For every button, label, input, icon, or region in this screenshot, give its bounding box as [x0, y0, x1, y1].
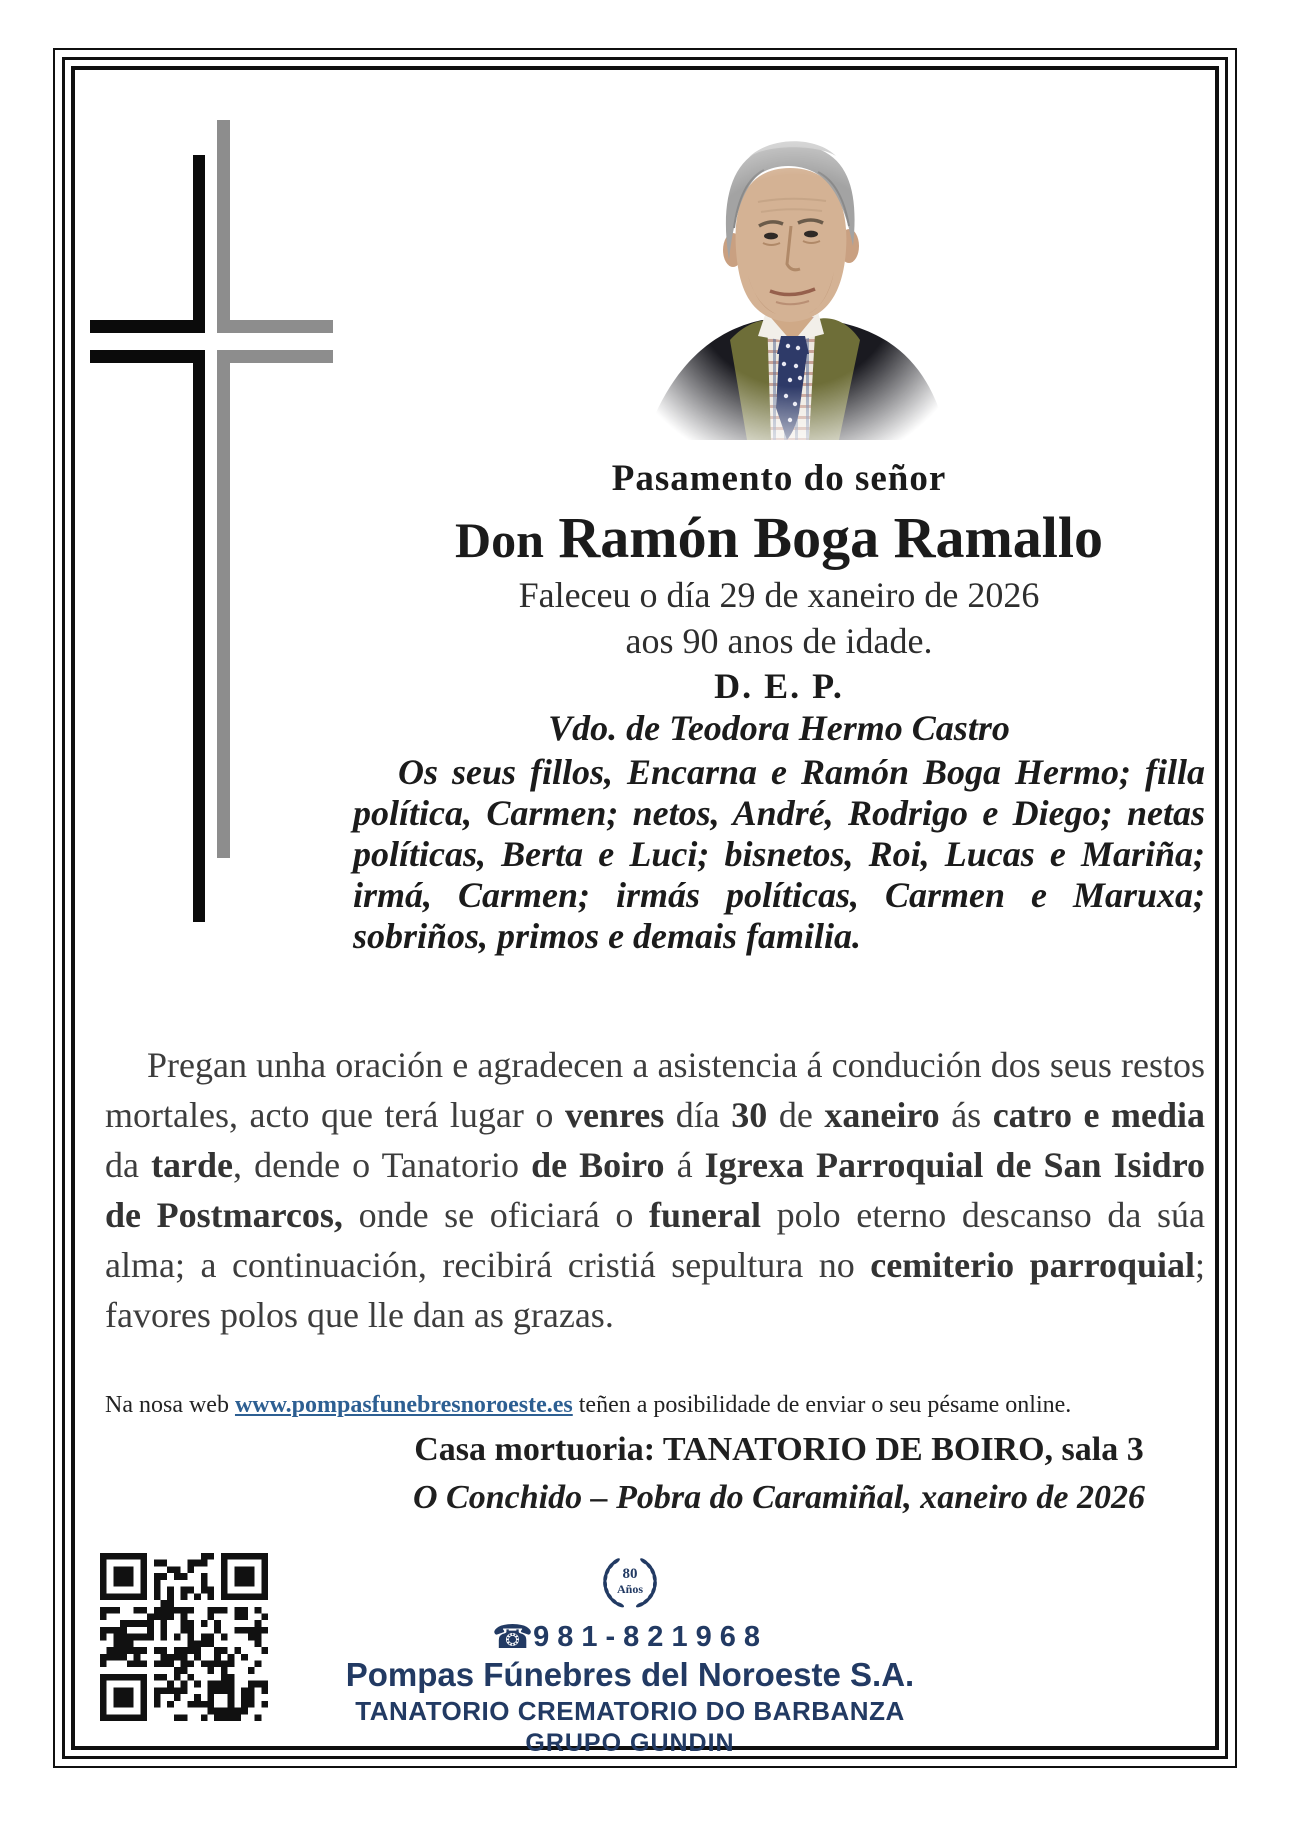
cross-gray-arm-lower	[217, 350, 333, 363]
funeral-home-footer	[320, 1548, 940, 1758]
funeral-text-run: polo eterno descanso da súa alma; a continuación, recibirá cristiá sepultura no	[105, 1195, 1206, 1285]
qr-code	[100, 1553, 268, 1721]
phone-line	[320, 1617, 940, 1656]
notice-header: Pasamento do señor	[611, 458, 947, 499]
funeral-text-run: xaneiro	[824, 1095, 940, 1135]
web-condolences-line	[105, 1390, 1205, 1420]
funeral-text-run: ; favores polos que lle dan as grazas.	[105, 1245, 1206, 1335]
death-date-line: Faleceu o día 29 de xaneiro de 2026	[518, 575, 1040, 615]
funeral-text-run: Pregan unha oración e agradecen a asistencia á condución dos seus restos mortales, acto que terá lugar o	[105, 1045, 1205, 1135]
funeral-text-run: catro e media	[992, 1095, 1206, 1135]
cross-gray-vertical	[217, 120, 230, 858]
mortuary-line: Casa mortuoria: TANATORIO DE BOIRO, sala 3	[414, 1431, 1144, 1468]
phone-number: 981-821968	[533, 1621, 768, 1653]
80-years-wreath-badge	[594, 1548, 666, 1618]
funeral-text-run: tarde	[151, 1145, 234, 1185]
company-name: Pompas Fúnebres del Noroeste S.A.	[345, 1656, 915, 1693]
mortuary-block	[353, 1428, 1205, 1520]
funeral-text-run: cemiterio parroquial	[870, 1245, 1195, 1285]
funeral-text-run: ás	[939, 1095, 993, 1135]
funeral-text-run: , dende o Tanatorio	[233, 1145, 532, 1185]
deceased-portrait-photo	[630, 108, 960, 440]
funeral-text-run: Igrexa Parroquial de San Isidro de Postmarcos,	[105, 1145, 1206, 1235]
funeral-text-run: de	[767, 1095, 825, 1135]
funeral-text-run: á	[664, 1145, 705, 1185]
deceased-name-prefix: Don	[455, 512, 544, 568]
cross-gray-arm-upper	[217, 320, 333, 333]
place-date-line: O Conchido – Pobra do Caramiñal, xaneiro de 2026	[412, 1479, 1145, 1516]
funeral-text-run: día	[664, 1095, 732, 1135]
deceased-name: Ramón Boga Ramallo	[558, 505, 1103, 570]
company-line3: GRUPO GUNDIN	[525, 1729, 735, 1757]
badge-80-text: 80	[622, 1566, 638, 1582]
cross-black-arm-upper	[90, 320, 205, 333]
funeral-paragraph	[105, 1040, 1205, 1340]
funeral-text-run: de Boiro	[531, 1145, 665, 1185]
web-line-suffix: teñen a posibilidade de enviar o seu pésame online.	[572, 1392, 1072, 1418]
funeral-text-run: onde se oficiará o	[342, 1195, 649, 1235]
web-line-prefix: Na nosa web	[105, 1392, 235, 1418]
condolences-link[interactable]: www.pompasfunebresnoroeste.es	[234, 1392, 573, 1418]
dep-line: D. E. P.	[714, 666, 844, 706]
headline-block	[353, 458, 1205, 957]
telephone-icon: ☎	[492, 1617, 534, 1656]
family-paragraph: Os seus fillos, Encarna e Ramón Boga Hermo; filla política, Carmen; netos, André, Rodrigo e Diego; netas políticas, Berta e Luci; bisnetos, Roi, Lucas e Mariña; irmá, Carmen; irmás políticas, Carmen e Maruxa; sobriños, primos e demais familia.	[353, 752, 1205, 956]
widower-line: Vdo. de Teodora Hermo Castro	[548, 708, 1010, 748]
badge-anos-text: Años	[616, 1582, 644, 1596]
company-line2: TANATORIO CREMATORIO DO BARBANZA	[355, 1696, 905, 1726]
funeral-text-run: venres	[564, 1095, 665, 1135]
age-line: aos 90 anos de idade.	[625, 621, 933, 661]
cross-gap	[180, 333, 340, 350]
funeral-text-run: funeral	[648, 1195, 761, 1235]
deceased-name-line	[353, 506, 1205, 572]
cross-black-vertical	[193, 155, 205, 922]
funeral-text-run: 30	[731, 1095, 768, 1135]
cross-black-arm-lower	[90, 350, 205, 363]
funeral-text-run: da	[105, 1145, 152, 1185]
